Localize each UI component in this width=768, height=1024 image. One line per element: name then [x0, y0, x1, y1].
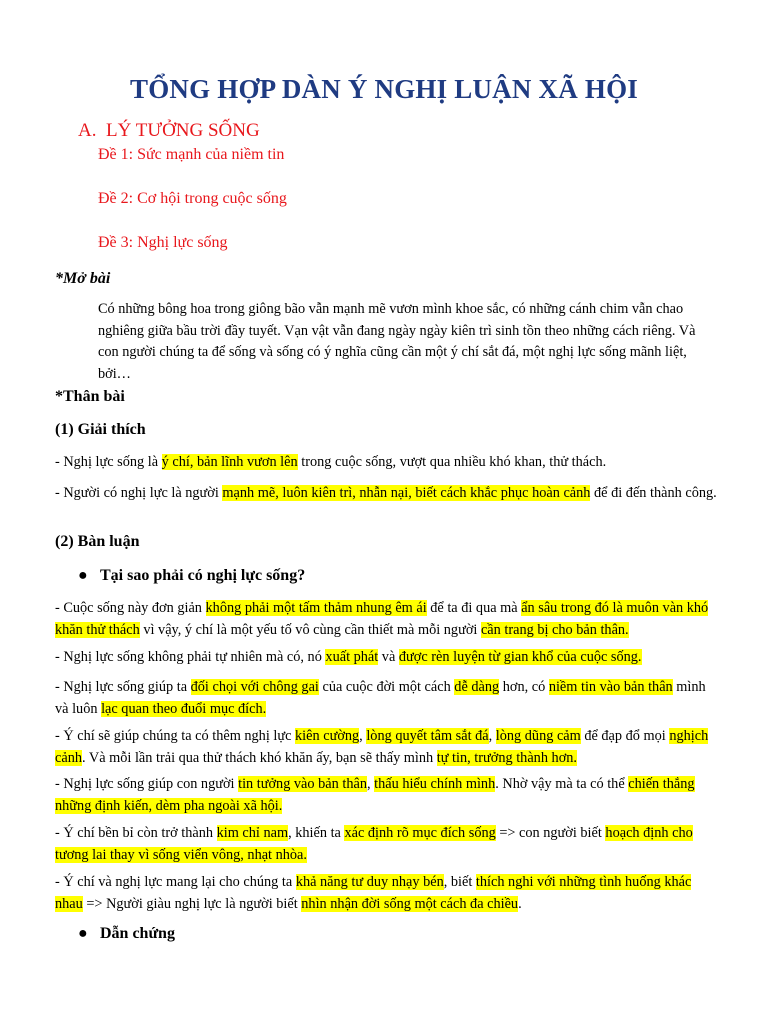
document-title: TỔNG HỢP DÀN Ý NGHỊ LUẬN XÃ HỘI	[130, 74, 638, 104]
ban-luan-paragraph-2: - Nghị lực sống không phải tự nhiên mà có, nó xuất phát và được rèn luyện từ gian khổ của cuộc sống.	[55, 649, 642, 665]
section-label: A.	[78, 120, 97, 141]
topic-3: Đề 3: Nghị lực sống	[98, 234, 228, 251]
giai-thich-paragraph-2: - Người có nghị lực là người mạnh mẽ, luôn kiên trì, nhẫn nại, biết cách khắc phục hoàn cảnh để đi đến thành công.	[55, 485, 717, 501]
mo-bai-heading: *Mở bài	[55, 270, 111, 287]
section-name: LÝ TƯỞNG SỐNG	[105, 120, 260, 141]
highlight: ý chí, bản lĩnh vươn lên	[161, 454, 298, 470]
ban-luan-paragraph-5: - Nghị lực sống giúp con người tin tưởng vào bản thân, thấu hiểu chính mình. Nhờ vậy mà ta có thể chiến thắng những định kiến, dèm pha ngoài xã hội.	[55, 776, 695, 814]
than-bai-heading: *Thân bài	[55, 388, 125, 405]
ban-luan-paragraph-7: - Ý chí và nghị lực mang lại cho chúng ta khả năng tư duy nhạy bén, biết thích nghi với những tình huống khác nhau => Người giàu nghị lực là người biết nhìn nhận đời sống một cách đa chiều.	[55, 874, 692, 912]
mo-bai-paragraph: Có những bông hoa trong giông bão vẫn mạnh mẽ vươn mình khoe sắc, có những cánh chim vẫn chao nghiêng giữa bầu trời đầy tuyết. Vạn vật vẫn đang ngày ngày kiên trì sinh tồn theo những cách riêng. Và con người chúng ta để sống và sống có ý nghĩa cũng cần một ý chí sắt đá, một nghị lực sống mãnh liệt, bởi…	[98, 301, 696, 382]
highlight: mạnh mẽ, luôn kiên trì, nhẫn nại, biết cách khắc phục hoàn cảnh	[222, 485, 591, 501]
bullet-why: ● Tại sao phải có nghị lực sống?	[78, 567, 306, 584]
topic-2: Đề 2: Cơ hội trong cuộc sống	[98, 190, 287, 207]
bullet-evidence: ● Dẫn chứng	[78, 925, 175, 942]
giai-thich-paragraph-1: - Nghị lực sống là ý chí, bản lĩnh vươn lên trong cuộc sống, vượt qua nhiều khó khan, thử thách.	[55, 454, 607, 470]
ban-luan-paragraph-6: - Ý chí bền bỉ còn trở thành kim chỉ nam, khiến ta xác định rõ mục đích sống => con người biết hoạch định cho tương lai thay vì sống viển vông, nhạt nhòa.	[55, 825, 693, 863]
ban-luan-paragraph-1: - Cuộc sống này đơn giản không phải một tấm thảm nhung êm ái để ta đi qua mà ẩn sâu trong đó là muôn vàn khó khăn thử thách vì vậy, ý chí là một yếu tố vô cùng cần thiết mà mỗi người cần trang bị cho bản thân.	[55, 600, 709, 638]
ban-luan-paragraph-4: - Ý chí sẽ giúp chúng ta có thêm nghị lực kiên cường, lòng quyết tâm sắt đá, lòng dũng cảm để đạp đổ mọi nghịch cảnh. Và mỗi lần trải qua thử thách khó khăn ấy, bạn sẽ thấy mình tự tin, trưởng thành hơn.	[55, 728, 709, 766]
bullet-dot-icon: ●	[78, 925, 88, 942]
ban-luan-heading: (2) Bàn luận	[55, 533, 140, 550]
section-heading-a	[78, 120, 260, 142]
bullet-dot-icon: ●	[78, 567, 88, 584]
giai-thich-heading: (1) Giải thích	[55, 421, 146, 438]
ban-luan-paragraph-3: - Nghị lực sống giúp ta đối chọi với chông gai của cuộc đời một cách dễ dàng hơn, có niềm tin vào bản thân mình và luôn lạc quan theo đuổi mục đích.	[55, 679, 706, 717]
topic-1: Đề 1: Sức mạnh của niềm tin	[98, 146, 285, 163]
